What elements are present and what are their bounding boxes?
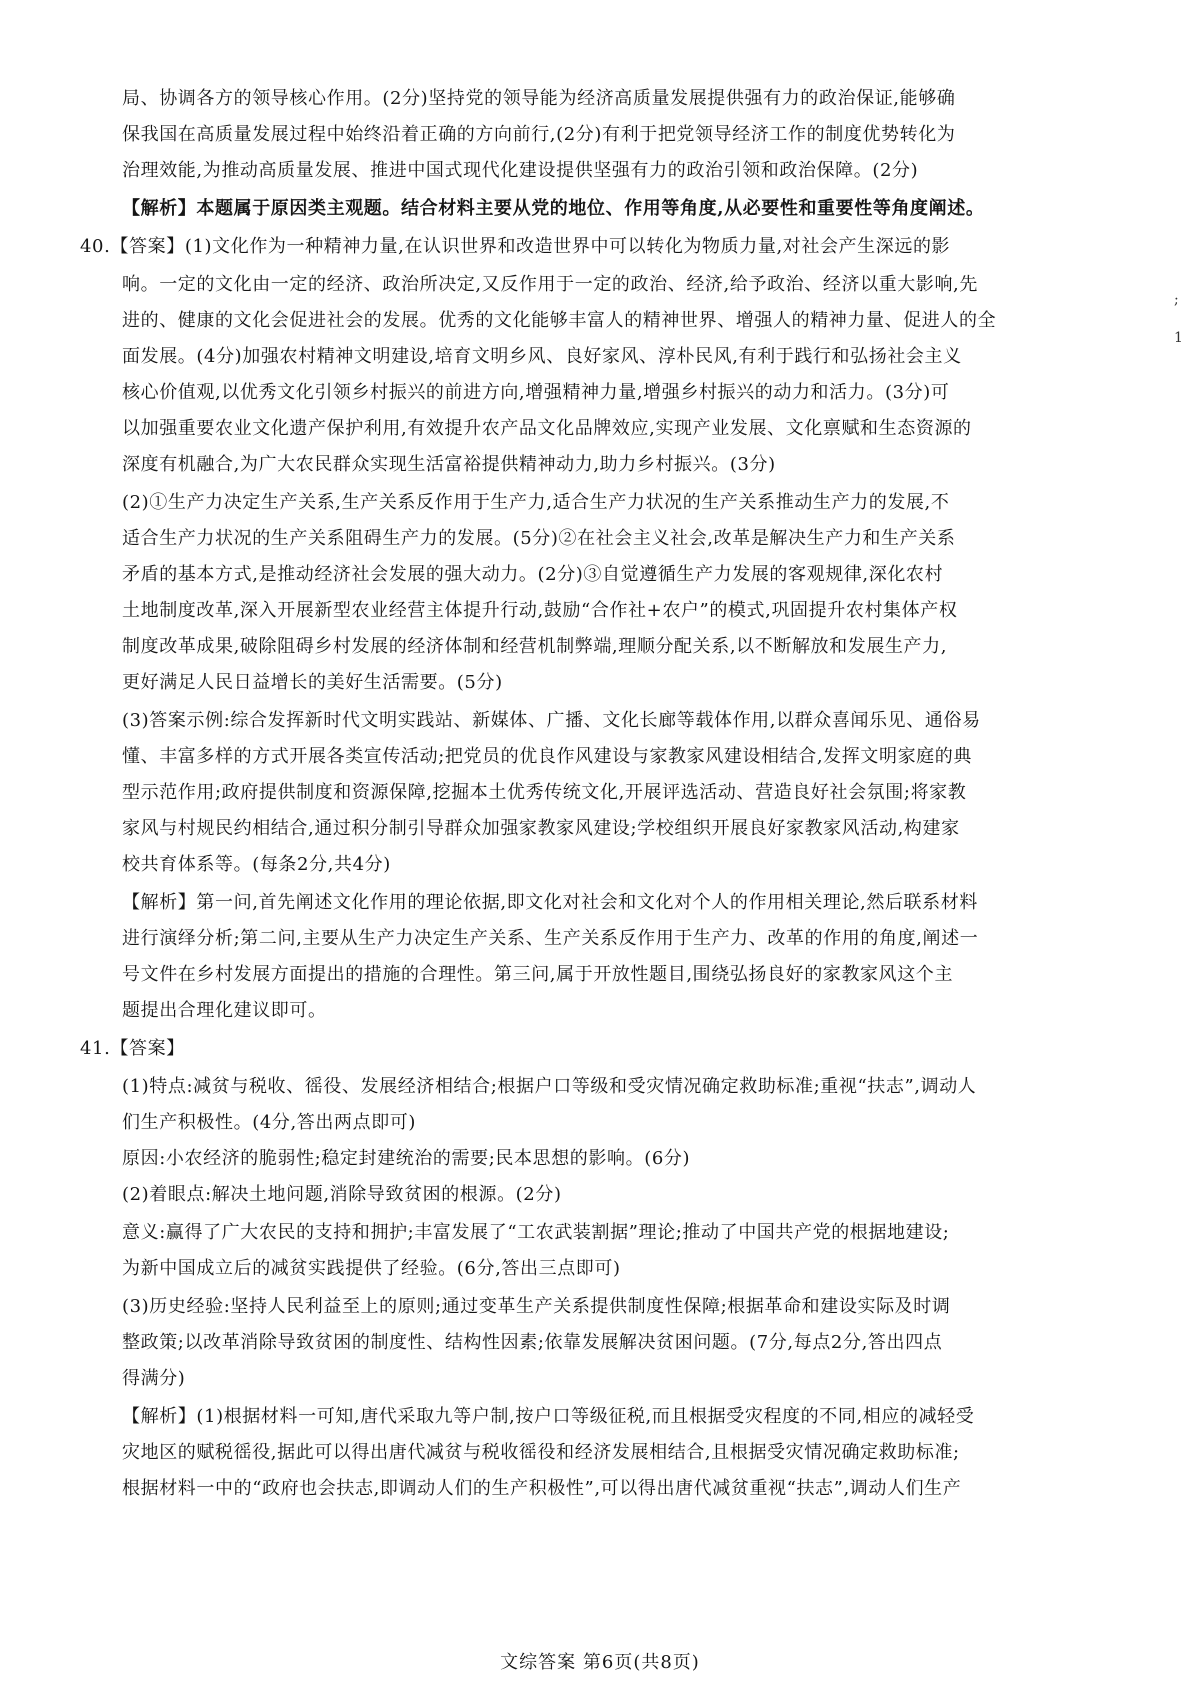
analysis-line: 【解析】本题属于原因类主观题。结合材料主要从党的地位、作用等角度,从必要性和重要性等角度阐述。 xyxy=(122,198,985,219)
text-line: 局、协调各方的领导核心作用。(2分)坚持党的领导能为经济高质量发展提供强有力的政治保证,能够确 xyxy=(122,88,956,109)
margin-mark: 1 xyxy=(1174,330,1183,346)
q40-line: 型示范作用;政府提供制度和资源保障,挖掘本土优秀传统文化,开展评选活动、营造良好社会氛围;将家教 xyxy=(122,782,967,803)
q41-line: (1)特点:减贫与税收、徭役、发展经济相结合;根据户口等级和受灾情况确定救助标准;重视“扶志”,调动人 xyxy=(122,1076,977,1097)
q41-line: (2)着眼点:解决土地问题,消除导致贫困的根源。(2分) xyxy=(122,1184,562,1205)
margin-mark: ; xyxy=(1174,292,1179,308)
q41-line: 原因:小农经济的脆弱性;稳定封建统治的需要;民本思想的影响。(6分) xyxy=(122,1148,691,1169)
q40-line: 制度改革成果,破除阻碍乡村发展的经济体制和经营机制弊端,理顺分配关系,以不断解放和发展生产力, xyxy=(122,636,948,657)
text-line: 治理效能,为推动高质量发展、推进中国式现代化建设提供坚强有力的政治引领和政治保障。(2分) xyxy=(122,160,919,181)
q41-line: 【解析】(1)根据材料一可知,唐代采取九等户制,按户口等级征税,而且根据受灾程度的不同,相应的减轻受 xyxy=(122,1406,975,1427)
q40-line: 家风与村规民约相结合,通过积分制引导群众加强家教家风建设;学校组织开展良好家教家风活动,构建家 xyxy=(122,818,960,839)
q40-line: (3)答案示例:综合发挥新时代文明实践站、新媒体、广播、文化长廊等载体作用,以群众喜闻乐见、通俗易 xyxy=(122,710,981,731)
q40-line: 以加强重要农业文化遗产保护利用,有效提升农产品文化品牌效应,实现产业发展、文化禀赋和生态资源的 xyxy=(122,418,972,439)
q41-line: 们生产积极性。(4分,答出两点即可) xyxy=(122,1112,417,1133)
q41-line: (3)历史经验:坚持人民利益至上的原则;通过变革生产关系提供制度性保障;根据革命和建设实际及时调 xyxy=(122,1296,951,1317)
q40-line: 核心价值观,以优秀文化引领乡村振兴的前进方向,增强精神力量,增强乡村振兴的动力和活力。(3分)可 xyxy=(122,382,950,403)
q40-line: 【解析】第一问,首先阐述文化作用的理论依据,即文化对社会和文化对个人的作用相关理论,然后联系材料 xyxy=(122,892,978,913)
text-line: 保我国在高质量发展过程中始终沿着正确的方向前行,(2分)有利于把党领导经济工作的制度优势转化为 xyxy=(122,124,956,145)
q41-line: 整政策;以改革消除导致贫困的制度性、结构性因素;依靠发展解决贫困问题。(7分,每点2分,答出四点 xyxy=(122,1332,943,1353)
page-footer: 文综答案 第6页(共8页) xyxy=(500,1652,700,1673)
q40-line: 进的、健康的文化会促进社会的发展。优秀的文化能够丰富人的精神世界、增强人的精神力量、促进人的全 xyxy=(122,310,997,331)
q40-line: 进行演绎分析;第二问,主要从生产力决定生产关系、生产关系反作用于生产力、改革的作用的角度,阐述一 xyxy=(122,928,979,949)
q40-line: 深度有机融合,为广大农民群众实现生活富裕提供精神动力,助力乡村振兴。(3分) xyxy=(122,454,776,475)
q41-line: 41.【答案】 xyxy=(80,1038,185,1059)
q40-line: 题提出合理化建议即可。 xyxy=(122,1000,327,1021)
q40-line: 40.【答案】(1)文化作为一种精神力量,在认识世界和改造世界中可以转化为物质力量,对社会产生深远的影 xyxy=(80,236,951,257)
q40-line: 懂、丰富多样的方式开展各类宣传活动;把党员的优良作风建设与家教家风建设相结合,发挥文明家庭的典 xyxy=(122,746,972,767)
q40-line: 适合生产力状况的生产关系阻碍生产力的发展。(5分)②在社会主义社会,改革是解决生产力和生产关系 xyxy=(122,528,956,549)
q41-line: 根据材料一中的“政府也会扶志,即调动人们的生产积极性”,可以得出唐代减贫重视“扶志”,调动人们生产 xyxy=(122,1478,962,1499)
q41-line: 得满分) xyxy=(122,1368,186,1389)
q40-line: 更好满足人民日益增长的美好生活需要。(5分) xyxy=(122,672,503,693)
q40-line: 面发展。(4分)加强农村精神文明建设,培育文明乡风、良好家风、淳朴民风,有利于践行和弘扬社会主义 xyxy=(122,346,962,367)
q40-line: (2)①生产力决定生产关系,生产关系反作用于生产力,适合生产力状况的生产关系推动生产力的发展,不 xyxy=(122,492,950,513)
q40-line: 响。一定的文化由一定的经济、政治所决定,又反作用于一定的政治、经济,给予政治、经济以重大影响,先 xyxy=(122,274,978,295)
q40-line: 土地制度改革,深入开展新型农业经营主体提升行动,鼓励“合作社+农户”的模式,巩固提升农村集体产权 xyxy=(122,600,958,621)
q40-line: 校共育体系等。(每条2分,共4分) xyxy=(122,854,391,875)
q41-line: 意义:赢得了广大农民的支持和拥护;丰富发展了“工农武装割据”理论;推动了中国共产党的根据地建设; xyxy=(122,1222,950,1243)
q40-line: 矛盾的基本方式,是推动经济社会发展的强大动力。(2分)③自觉遵循生产力发展的客观规律,深化农村 xyxy=(122,564,944,585)
q40-line: 号文件在乡村发展方面提出的措施的合理性。第三问,属于开放性题目,围绕弘扬良好的家教家风这个主 xyxy=(122,964,954,985)
q41-line: 灾地区的赋税徭役,据此可以得出唐代减贫与税收徭役和经济发展相结合,且根据受灾情况确定救助标准; xyxy=(122,1442,960,1463)
q41-line: 为新中国成立后的减贫实践提供了经验。(6分,答出三点即可) xyxy=(122,1258,621,1279)
